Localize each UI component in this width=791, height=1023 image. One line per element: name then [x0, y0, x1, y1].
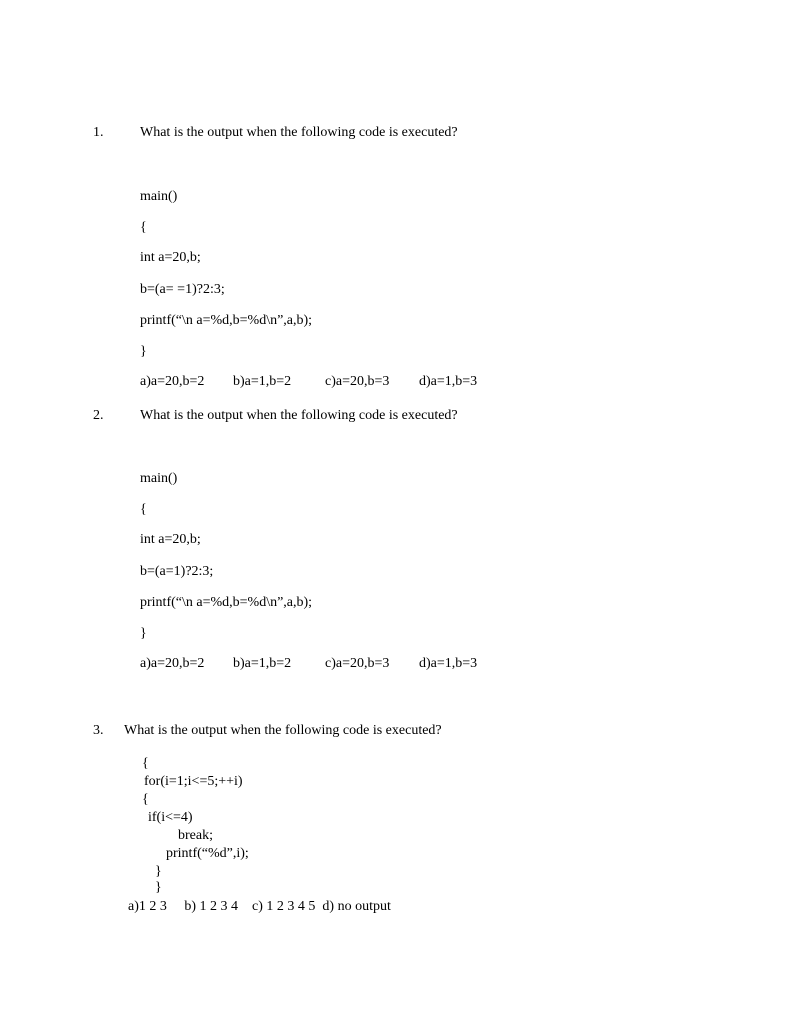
code-line: { — [142, 756, 149, 771]
option-a: a)a=20,b=2 — [140, 656, 205, 671]
code-line: printf(“%d”,i); — [166, 846, 249, 861]
code-line: printf(“\n a=%d,b=%d\n”,a,b); — [140, 595, 313, 610]
code-line: { — [142, 792, 149, 807]
option-b: b)a=1,b=2 — [233, 656, 292, 671]
question-text: What is the output when the following code is executed? — [140, 125, 458, 140]
code-line: } — [155, 864, 162, 879]
option-d: d)a=1,b=3 — [419, 374, 478, 389]
question-number: 2. — [93, 408, 104, 423]
code-line: main() — [140, 471, 178, 486]
option-c: c)a=20,b=3 — [325, 656, 390, 671]
code-line: if(i<=4) — [148, 810, 193, 825]
code-line: break; — [178, 828, 213, 843]
code-line: } — [155, 880, 162, 895]
question-text: What is the output when the following code is executed? — [124, 723, 442, 738]
code-line: } — [140, 626, 147, 641]
code-line: } — [140, 344, 147, 359]
question-number: 1. — [93, 125, 104, 140]
code-line: for(i=1;i<=5;++i) — [144, 774, 243, 789]
code-line: printf(“\n a=%d,b=%d\n”,a,b); — [140, 313, 313, 328]
code-line: int a=20,b; — [140, 532, 201, 547]
option-c: c)a=20,b=3 — [325, 374, 390, 389]
option-a: a)a=20,b=2 — [140, 374, 205, 389]
question-text: What is the output when the following code is executed? — [140, 408, 458, 423]
option-d: d)a=1,b=3 — [419, 656, 478, 671]
option-b: b)a=1,b=2 — [233, 374, 292, 389]
code-line: main() — [140, 189, 178, 204]
code-line: b=(a=1)?2:3; — [140, 564, 214, 579]
question-number: 3. — [93, 723, 104, 738]
options-line: a)1 2 3 b) 1 2 3 4 c) 1 2 3 4 5 d) no output — [128, 899, 391, 914]
code-line: { — [140, 220, 147, 235]
code-line: { — [140, 502, 147, 517]
code-line: int a=20,b; — [140, 250, 201, 265]
code-line: b=(a= =1)?2:3; — [140, 282, 225, 297]
